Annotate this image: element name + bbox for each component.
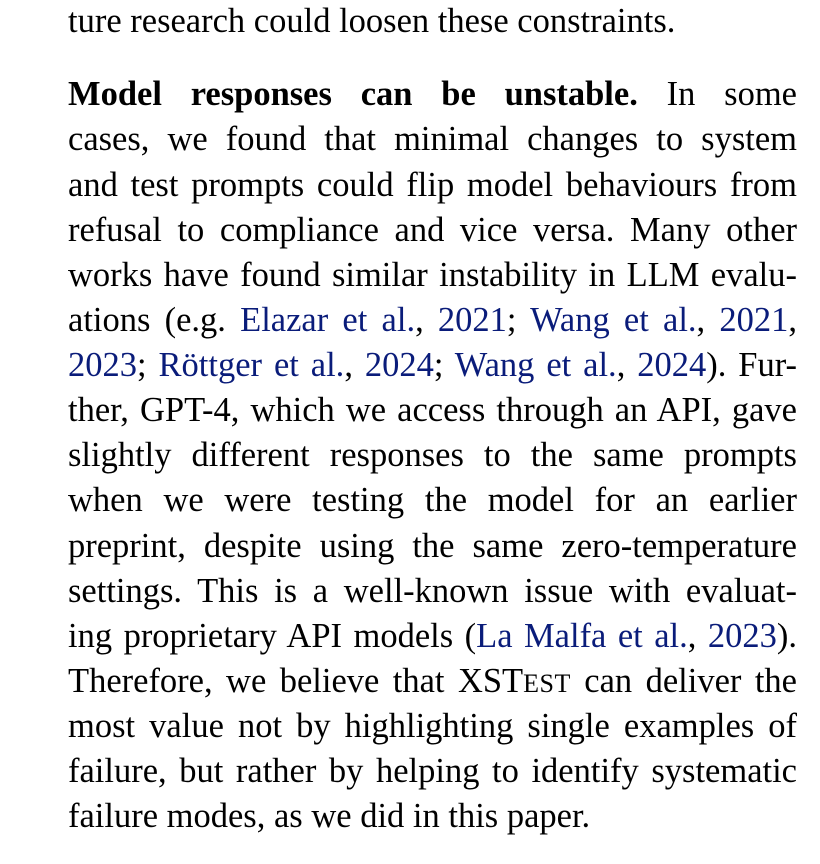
text-span: ture research could loosen these constraints. — [68, 2, 676, 40]
citation-link[interactable]: 2023 — [68, 346, 137, 384]
text-line — [68, 433, 797, 478]
text-span: , — [687, 617, 708, 655]
text-line — [68, 749, 797, 794]
text-span: can deliver the — [570, 662, 797, 700]
text-line — [68, 794, 797, 839]
text-line — [68, 72, 797, 117]
text-line — [68, 343, 797, 388]
text-line — [68, 388, 797, 433]
text-span: preprint, despite using the same zero-temperature — [68, 527, 797, 565]
citation-link[interactable]: 2024 — [364, 346, 434, 384]
text-line — [68, 614, 797, 659]
citation-link[interactable]: Elazar et al. — [240, 301, 416, 339]
text-line — [68, 253, 797, 298]
text-span: , — [344, 346, 365, 384]
text-line — [68, 298, 797, 343]
text-span: ; — [137, 346, 159, 384]
text-span: , — [696, 301, 720, 339]
text-span: ther, GPT-4, which we access through an API, gave — [68, 391, 797, 429]
text-span: ing proprietary API models ( — [68, 617, 477, 655]
citation-link[interactable]: 2021 — [437, 301, 507, 339]
citation-link[interactable]: Wang et al. — [530, 301, 697, 339]
text-span: ; — [506, 301, 531, 339]
text-span: , — [788, 301, 798, 339]
text-span: works have found similar instability in LLM evalu- — [68, 256, 797, 294]
citation-link[interactable]: 2023 — [707, 617, 777, 655]
text-span: when we were testing the model for an earlier — [68, 481, 797, 519]
text-line — [68, 524, 797, 569]
text-span: refusal to compliance and vice versa. Many other — [68, 211, 797, 249]
citation-link[interactable]: Röttger et al. — [158, 346, 345, 384]
text-span: ; — [433, 346, 455, 384]
text-span: most value not by highlighting single examples of — [68, 707, 797, 745]
text-span: settings. This is a well-known issue with evaluat- — [68, 572, 797, 610]
text-line — [68, 163, 797, 208]
text-line — [68, 208, 797, 253]
text-span: , — [415, 301, 438, 339]
text-span: T — [502, 662, 524, 700]
text-span: failure, but rather by helping to identify systematic — [68, 752, 797, 790]
paragraph-heading: Model responses can be unstable. — [68, 75, 638, 113]
text-span: , — [616, 346, 638, 384]
text-span: and test prompts could flip model behaviours from — [68, 166, 797, 204]
text-line — [68, 117, 797, 162]
text-span: slightly different responses to the same prompts — [68, 436, 797, 474]
text-line — [68, 569, 797, 614]
citation-link[interactable]: 2021 — [719, 301, 789, 339]
text-span: ). — [776, 617, 797, 655]
text-span: ). Fur- — [706, 346, 798, 384]
text-line — [68, 0, 797, 44]
text-span: cases, we found that minimal changes to system — [68, 120, 797, 158]
text-line — [68, 659, 797, 704]
citation-link[interactable]: La Malfa et al. — [476, 617, 688, 655]
text-span: ations (e.g. — [68, 301, 241, 339]
text-line — [68, 704, 797, 749]
text-span: failure modes, as we did in this paper. — [68, 797, 591, 835]
text-line — [68, 478, 797, 523]
text-span: Therefore, we believe that XS — [68, 662, 503, 700]
small-caps-text: EST — [523, 669, 571, 698]
text-span: In some — [637, 75, 797, 113]
citation-link[interactable]: 2024 — [637, 346, 707, 384]
citation-link[interactable]: Wang et al. — [454, 346, 617, 384]
